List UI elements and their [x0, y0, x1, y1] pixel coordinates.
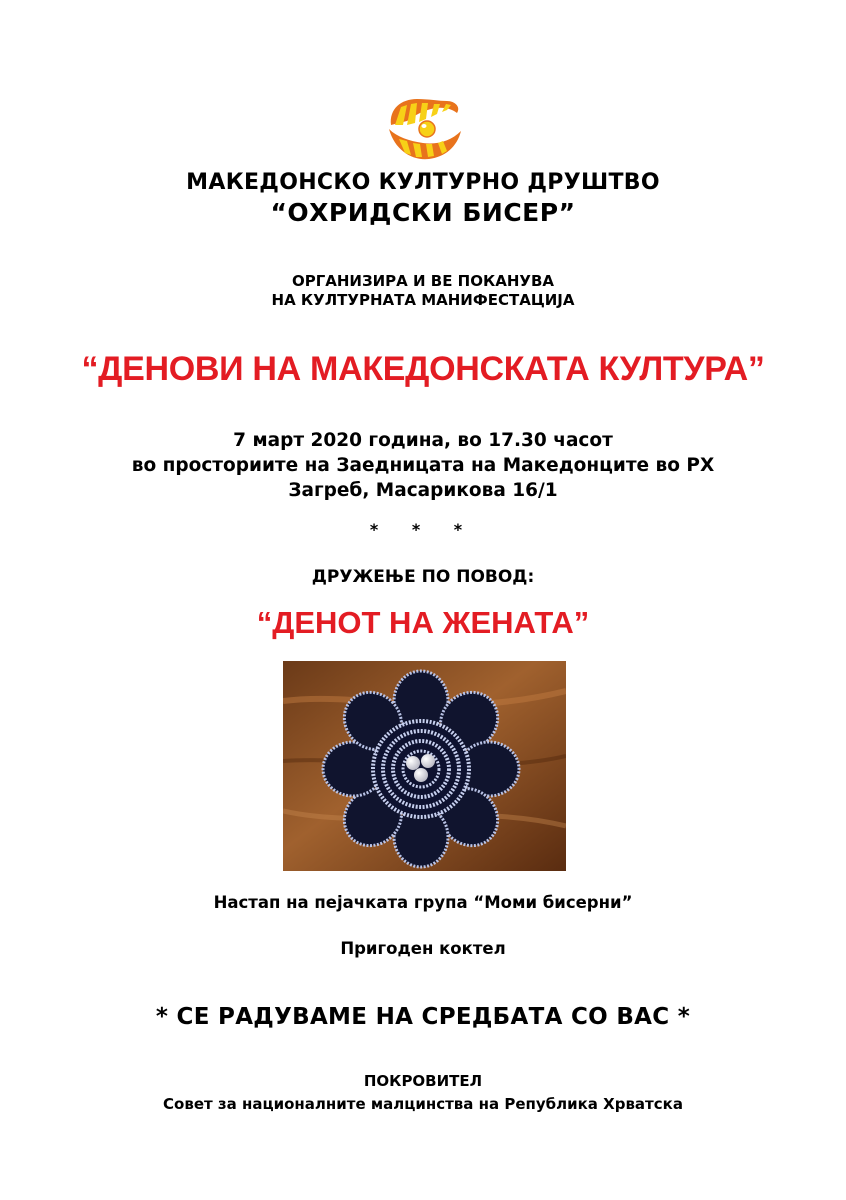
organization-name: МАКЕДОНСКО КУЛТУРНО ДРУШТВО	[186, 170, 660, 195]
oyster-shell-pearl-icon	[385, 95, 465, 163]
event-address: Загреб, Масарикова 16/1	[288, 480, 558, 501]
invitation-line-1: ОРГАНИЗИРА И ВЕ ПОКАНУВА	[291, 272, 555, 290]
closing-slogan: * СЕ РАДУВАМЕ НА СРЕДБАТА СО ВАС *	[155, 1004, 691, 1030]
event-title: “ДЕНОВИ НА МАКЕДОНСКАТА КУЛТУРА”	[81, 350, 765, 388]
gathering-occasion: “ДЕНОТ НА ЖЕНАТА”	[256, 605, 590, 640]
event-date: 7 март 2020 година, во 17.30 часот	[233, 430, 613, 451]
patron-name: Совет за националните малцинства на Република Хрватска	[163, 1095, 683, 1113]
brooch-photo	[283, 661, 566, 871]
cocktail-line: Пригоден коктел	[340, 939, 506, 958]
organization-subtitle: “ОХРИДСКИ БИСЕР”	[270, 198, 576, 227]
event-venue: во просториите на Заедницата на Македонците во РХ	[131, 455, 715, 476]
performance-line: Настап на пејачката група “Моми бисерни”	[213, 893, 633, 912]
gathering-label: ДРУЖЕЊЕ ПО ПОВОД:	[311, 567, 535, 587]
patron-label: ПОКРОВИТЕЛ	[363, 1072, 483, 1090]
separator-stars: * * *	[369, 520, 477, 539]
invitation-line-2: НА КУЛТУРНАТА МАНИФЕСТАЦИЈА	[271, 291, 575, 309]
